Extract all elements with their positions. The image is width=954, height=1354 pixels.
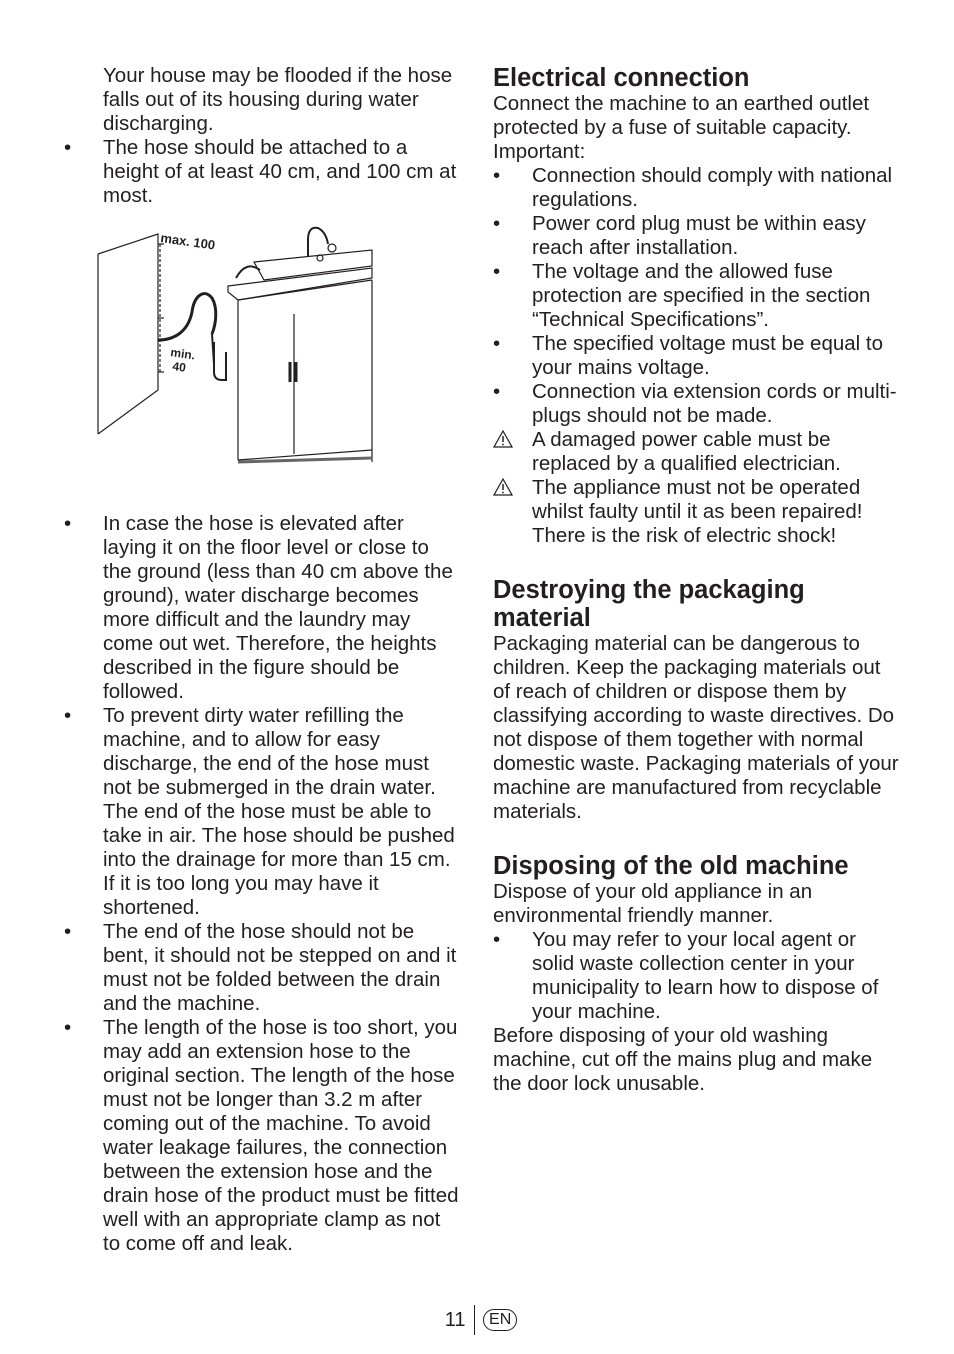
bullet-text: The end of the hose should not be bent, it should not be stepped on and it must not be folded between the drain and the machine. [103,920,457,1015]
min-height-value: 40 [171,359,187,375]
bullet-glyph: • [64,136,72,159]
bullet-glyph: • [64,920,72,943]
bullet-text: Connection should comply with national regulations. [532,164,893,211]
list-item [58,1016,460,1256]
list-item [58,704,460,920]
packaging-body: Packaging material can be dangerous to children. Keep the packaging materials out of reach of children or dispose them by classifying according to waste directives. Do not dispose of them together with normal domestic waste. Packaging materials of your machine are manufactured from recyclable materials. [493,632,899,823]
bullet-glyph: • [493,928,501,951]
warning-triangle-icon [493,476,517,500]
list-item [58,920,460,1016]
list-item [493,332,903,380]
bullet-text: Connection via extension cords or multi-plugs should not be made. [532,380,897,427]
bullet-glyph: • [64,1016,72,1039]
section-heading-electrical: Electrical connection [493,64,750,92]
bullet-text: The voltage and the allowed fuse protection are specified in the section “Technical Specifications”. [532,260,871,331]
max-height-label: max. 100 [159,230,217,253]
warning-text: A damaged power cable must be replaced by a qualified electrician. [532,428,841,475]
warning-item [493,476,903,548]
bullet-glyph: • [64,704,72,727]
bullet-text: In case the hose is elevated after laying it on the floor level or close to the ground (less than 40 cm above the ground), water discharge becomes more difficult and the laundry may come out wet. Therefore, the heights described in the figure should be followed. [103,512,453,703]
list-item [58,136,460,208]
bullet-glyph: • [64,512,72,535]
bullet-text: Power cord plug must be within easy reach after installation. [532,212,866,259]
page-footer [0,1305,954,1335]
intro-text: Your house may be flooded if the hose falls out of its housing during water discharging. [103,64,453,135]
bullet-glyph: • [493,332,501,355]
section-heading-disposing: Disposing of the old machine [493,852,849,880]
footer-divider [474,1305,476,1335]
disposing-intro: Dispose of your old appliance in an environmental friendly manner. [493,880,813,927]
list-item [493,928,903,1024]
list-item [493,212,903,260]
bullet-glyph: • [493,260,501,283]
electrical-intro: Connect the machine to an earthed outlet protected by a fuse of suitable capacity. [493,92,870,139]
disposing-outro: Before disposing of your old washing machine, cut off the mains plug and make the door lock unusable. [493,1024,873,1095]
important-label: Important: [493,140,586,163]
warning-text: The appliance must not be operated whilst faulty until it as been repaired! There is the risk of electric shock! [532,476,863,547]
min-height-label: min. [169,345,196,363]
list-item [58,512,460,704]
language-badge: EN [483,1309,517,1331]
hose-height-figure [96,222,378,472]
bullet-text: The specified voltage must be equal to your mains voltage. [532,332,883,379]
bullet-text: You may refer to your local agent or solid waste collection center in your municipality to learn how to dispose of your machine. [532,928,879,1023]
list-item [493,164,903,212]
bullet-glyph: • [493,164,501,187]
list-item [493,260,903,332]
bullet-text: To prevent dirty water refilling the machine, and to allow for easy discharge, the end of the hose must not be submerged in the drain water. The end of the hose must be able to take in air. The hose should be pushed into the drainage for more than 15 cm. If it is too long you may have it shortened. [103,704,455,919]
bullet-glyph: • [493,212,501,235]
bullet-text: The hose should be attached to a height of at least 40 cm, and 100 cm at most. [103,136,457,207]
list-item [493,380,903,428]
left-column [58,64,460,1256]
hose-installation-illustration [96,222,378,472]
bullet-glyph: • [493,380,501,403]
warning-item [493,428,903,476]
page-number: 11 [444,1308,466,1331]
warning-triangle-icon [493,428,517,452]
right-column [493,64,903,1096]
bullet-text: The length of the hose is too short, you may add an extension hose to the original section. The length of the hose must not be longer than 3.2 m after coming out of the machine. To avoid water leakage failures, the connection between the extension hose and the drain hose of the product must be fitted well with an appropriate clamp as not to come off and leak. [103,1016,459,1255]
section-heading-packaging: Destroying the packaging material [493,576,805,632]
